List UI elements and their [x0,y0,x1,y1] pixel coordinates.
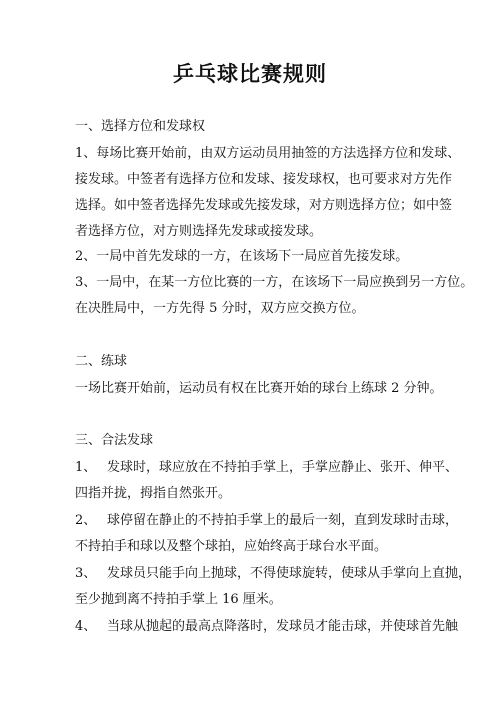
paragraph-line: 至少抛到离不持拍手掌上 16 厘米。 [75,592,282,607]
list-item [75,459,459,477]
document-title: 乒乓球比赛规则 [173,61,327,86]
section-heading: 三、合法发球 [75,433,154,448]
list-item-number: 2、 [75,513,97,528]
paragraph-line: 四指并拢，拇指自然张开。 [75,486,232,501]
list-item-text: 发球时，球应放在不持拍手掌上，手掌应静止、张开、伸平、 [107,460,459,475]
section-heading: 二、练球 [75,354,128,369]
paragraph-line: 1、每场比赛开始前，由双方运动员用抽签的方法选择方位和发球、 [75,146,461,161]
list-item-number: 3、 [75,566,97,581]
list-item-text: 球停留在静止的不持拍手掌上的最后一刻，直到发球时击球， [107,513,459,528]
list-item-text: 发球员只能手向上抛球，不得使球旋转，使球从手掌向上直抛， [107,566,472,581]
list-item [75,512,459,530]
paragraph-line: 一场比赛开始前，运动员有权在比赛开始的球台上练球 2 分钟。 [75,381,443,396]
paragraph-line: 者选择方位，对方则选择先发球或接发球。 [75,224,323,239]
paragraph-line: 接发球。中签者有选择方位和发球、接发球权，也可要求对方先作 [75,172,453,187]
paragraph-line: 在决胜局中，一方先得 5 分时，双方应交换方位。 [75,301,365,316]
paragraph-line: 3、一局中，在某一方位比赛的一方，在该场下一局应换到另一方位。 [75,275,474,290]
paragraph-line: 不持拍手和球以及整个球拍，应始终高于球台水平面。 [75,539,388,554]
paragraph-line: 选择。如中签者选择先发球或先接发球，对方则选择方位；如中签 [75,198,453,213]
list-item-number: 4、 [75,619,97,634]
paragraph-line: 2、一局中首先发球的一方，在该场下一局应首先接发球。 [75,249,409,264]
list-item-text: 当球从抛起的最高点降落时，发球员才能击球，并使球首先触 [107,619,459,634]
list-item [75,565,472,583]
list-item [75,618,459,636]
section-heading: 一、选择方位和发球权 [75,119,206,134]
list-item-number: 1、 [75,460,97,475]
